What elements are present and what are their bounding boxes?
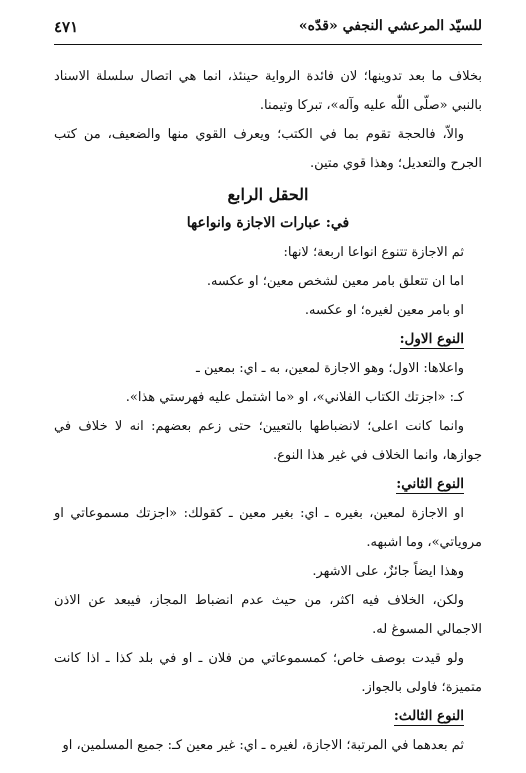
paragraph: واعلاها: الاول؛ وهو الاجازة لمعين، به ـ اي: بمعين ـ (196, 361, 464, 376)
type-heading-3 (54, 702, 482, 731)
paragraph: ثم بعدهما في المرتبة؛ الاجازة، لغيره ـ اي: غير معين كـ: جميع المسلمين، او (62, 738, 464, 753)
page-body (54, 62, 482, 760)
type-heading-text: النوع الثاني: (396, 476, 464, 492)
type-heading-text: النوع الاول: (399, 331, 464, 347)
section-subheading: في: عبارات الاجازة وانواعها (186, 215, 350, 231)
header-rule (54, 44, 482, 45)
type-heading-2 (54, 470, 482, 499)
paragraph: وهذا ايضاً جائزٌ، على الاشهر. (312, 564, 464, 579)
running-title: للسيّد المرعشي النجفي «قدّه» (298, 18, 482, 34)
page-header (54, 18, 482, 42)
paragraph: بخلاف ما بعد تدوينها؛ لان فائدة الرواية حينئذ، انما هي اتصال سلسلة الاسناد بالنبي «صلّى اللّٰه عليه وآله»، تبركا وتيمنا. (54, 69, 482, 113)
paragraph: او بامر معين لغيره؛ او عكسه. (304, 303, 464, 318)
paragraph: والاّ، فالحجة تقوم بما في الكتب؛ ويعرف القوي منها والضعيف، من كتب الجرح والتعديل؛ وهذا قوي متين. (54, 127, 482, 171)
type-heading-1 (54, 325, 482, 354)
paragraph: ثم الاجازة تتنوع انواعا اربعة؛ لانها: (283, 245, 464, 260)
paragraph: ولكن، الخلاف فيه اكثر، من حيث عدم انضباط المجاز، فيبعد عن الاذن الاجمالي المسوغ له. (54, 593, 482, 637)
paragraph: كـ: «اجزتك الكتاب الفلاني»، او «ما اشتمل عليه فهرستي هذا». (125, 390, 464, 405)
paragraph: وانما كانت اعلى؛ لانضباطها بالتعيين؛ حتى زعم بعضهم: انه لا خلاف في جوازها، وانما الخلاف في غير هذا النوع. (54, 419, 482, 463)
type-heading-text: النوع الثالث: (393, 708, 464, 724)
section-heading: الحقل الرابع (227, 185, 309, 204)
paragraph: او الاجازة لمعين، بغيره ـ اي: بغير معين ـ كقولك: «اجزتك مسموعاتي او مروياتي»، وما اشبهه. (54, 506, 482, 550)
page-number: ٤٧١ (54, 18, 79, 36)
paragraph: اما ان تتعلق بامر معين لشخص معين؛ او عكسه. (206, 274, 464, 289)
paragraph: ولو قيدت بوصف خاص؛ كمسموعاتي من فلان ـ او في بلد كذا ـ اذا كانت متميزة؛ فاولى بالجواز. (54, 651, 482, 695)
